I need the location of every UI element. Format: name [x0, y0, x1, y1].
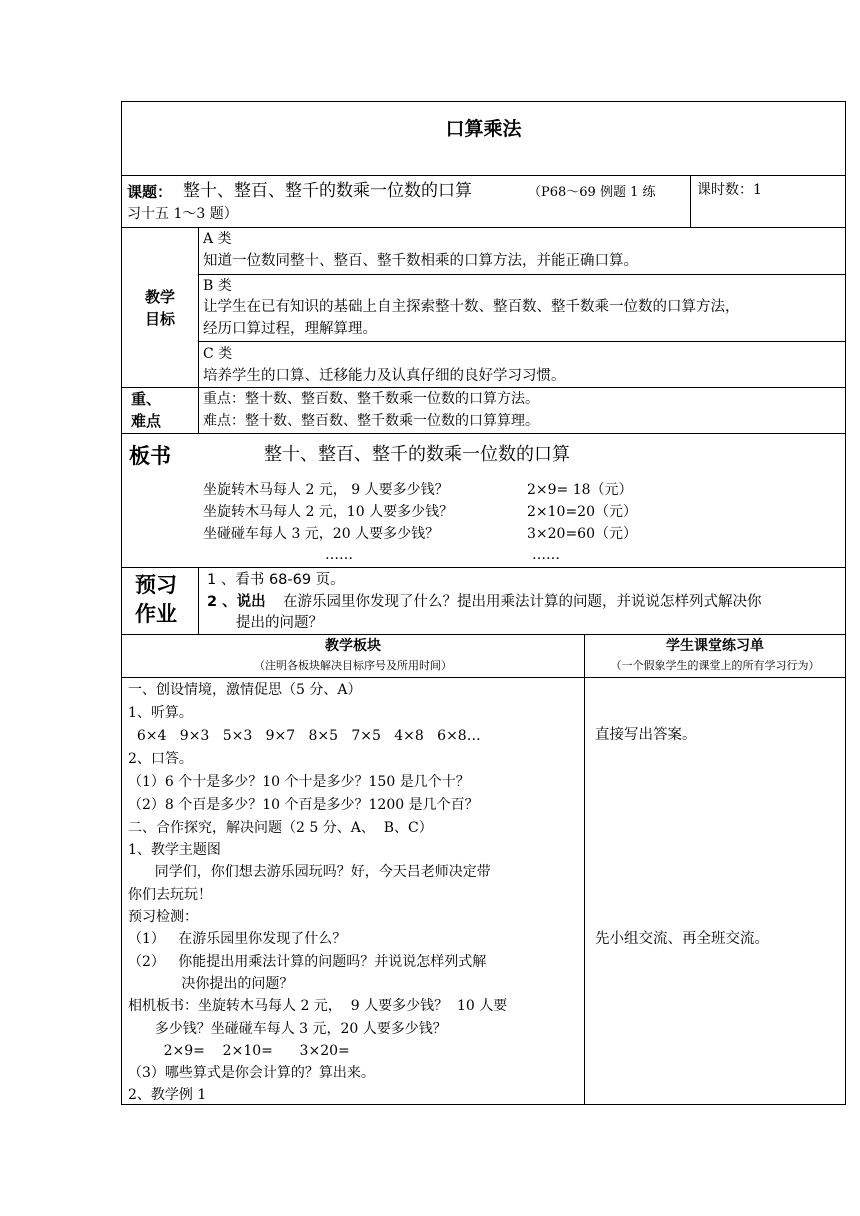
column-left-note: （注明各板块解决目标序号及所用时间）	[254, 659, 452, 672]
content-line: （2） 你能提出用乘法计算的问题吗？并说说怎样列式解	[128, 954, 487, 970]
content-line: 1、教学主题图	[128, 842, 221, 858]
objective-a-label: A 类	[203, 231, 232, 247]
keypoints-label-1: 重、	[131, 390, 162, 408]
board-heading: 整十、整百、整千的数乘一位数的口算	[264, 444, 570, 465]
preview-label-2: 作业	[135, 602, 177, 626]
preview-item-2-cont: 提出的问题？	[236, 615, 323, 631]
preview-item-2-num: 2 、说出	[207, 594, 266, 610]
board-row-answer: 3×20=60（元）	[527, 526, 637, 542]
content-line: 多少钱？坐碰碰车每人 3 元，20 人要多少钱？	[128, 1021, 447, 1037]
objective-a-text: 知道一位数同整十、整百、整千数相乘的口算方法，并能正确口算。	[203, 253, 638, 269]
border-left	[121, 101, 122, 1105]
column-left-title: 教学板块	[325, 638, 381, 654]
objectives-label-2: 目标	[144, 310, 175, 328]
column-right-title: 学生课堂练习单	[666, 638, 764, 654]
objective-c-label: C 类	[203, 346, 233, 362]
board-ellipsis-left: ……	[325, 547, 353, 563]
row-line	[121, 387, 846, 388]
content-line: 二、合作探究，解决问题（2 5 分、A、 B、C）	[128, 820, 433, 836]
objective-b-text-1: 让学生在已有知识的基础上自主探索整十数、整百数、整千数乘一位数的口算方法，	[203, 299, 740, 315]
preview-label-1: 预习	[135, 573, 177, 597]
lesson-ref-line1: （P68～69 例题 1 练	[528, 185, 656, 200]
col-line-label	[198, 227, 199, 387]
content-line: （1）6 个十是多少？10 个十是多少？150 是几个十？	[128, 774, 470, 790]
border-bottom	[121, 1104, 846, 1105]
lesson-hours: 课时数：1	[697, 182, 762, 198]
row-line	[121, 677, 846, 678]
row-line	[121, 433, 846, 434]
col-line-hours	[690, 175, 691, 227]
board-ellipsis-right: ……	[532, 547, 560, 563]
border-top	[121, 101, 846, 102]
content-line: （1） 在游乐园里你发现了什么？	[128, 931, 347, 947]
objective-b-label: B 类	[203, 278, 232, 294]
row-line	[121, 567, 846, 568]
objective-b-text-2: 经历口算过程，理解算理。	[203, 321, 377, 337]
content-line: 你们去玩玩！	[128, 887, 212, 903]
content-line: （2）8 个百是多少？10 个百是多少？1200 是几个百？	[128, 797, 479, 813]
board-row-question: 坐旋转木马每人 2 元， 9 人要多少钱？	[203, 482, 449, 498]
objectives-label-1: 教学	[144, 288, 175, 306]
keypoints-label-2: 难点	[131, 412, 162, 430]
row-line	[121, 175, 846, 176]
row-line	[198, 274, 846, 275]
content-line: 一、创设情境，激情促思（5 分、A）	[128, 682, 362, 698]
content-line: 决你提出的问题？	[128, 976, 294, 992]
border-right	[845, 101, 846, 1105]
content-line: 2、教学例 1	[128, 1087, 207, 1103]
col-line-label	[198, 567, 199, 634]
col-line-content	[584, 634, 585, 1104]
column-right-note: （一个假象学生的课堂上的所有学习行为）	[610, 659, 820, 672]
objective-c-text: 培养学生的口算、迁移能力及认真仔细的良好学习习惯。	[203, 368, 566, 384]
board-row-answer: 2×10=20（元）	[527, 504, 637, 520]
lesson-ref-line2: 习十五 1～3 题）	[127, 206, 238, 222]
content-line: 6×4 9×3 5×3 9×7 8×5 7×5 4×8 6×8…	[128, 728, 481, 744]
content-line: 预习检测：	[128, 909, 198, 925]
practice-note-1: 直接写出答案。	[595, 727, 697, 743]
content-line: 2×9= 2×10= 3×20=	[128, 1043, 350, 1059]
content-line: 相机板书：坐旋转木马每人 2 元， 9 人要多少钱？ 10 人要	[128, 998, 508, 1014]
row-line	[121, 634, 846, 635]
col-line-label	[198, 387, 199, 433]
practice-note-2: 先小组交流、再全班交流。	[595, 931, 769, 947]
preview-item-1: 1 、看书 68-69 页。	[207, 572, 345, 588]
board-label: 板书	[129, 444, 171, 468]
row-line	[198, 341, 846, 342]
board-row-question: 坐碰碰车每人 3 元，20 人要多少钱？	[203, 526, 440, 542]
preview-item-2-text: 在游乐园里你发现了什么？提出用乘法计算的问题，并说说怎样列式解决你	[283, 594, 762, 610]
page-title: 口算乘法	[445, 118, 522, 140]
board-row-answer: 2×9= 18（元）	[527, 482, 633, 498]
board-row-question: 坐旋转木马每人 2 元，10 人要多少钱？	[203, 504, 454, 520]
lesson-label: 课题：	[127, 183, 173, 201]
difficult-point: 难点：整十数、整百数、整千数乘一位数的口算算理。	[203, 413, 539, 429]
content-line: 2、口答。	[128, 751, 193, 767]
content-line: 1、听算。	[128, 705, 193, 721]
content-line: 同学们，你们想去游乐园玩吗？好，今天吕老师决定带	[128, 864, 491, 880]
content-line: （3）哪些算式是你会计算的？算出来。	[128, 1065, 375, 1081]
key-point: 重点：整十数、整百数、整千数乘一位数的口算方法。	[203, 391, 539, 407]
lesson-topic: 整十、整百、整千的数乘一位数的口算	[183, 181, 472, 201]
row-line	[121, 227, 846, 228]
